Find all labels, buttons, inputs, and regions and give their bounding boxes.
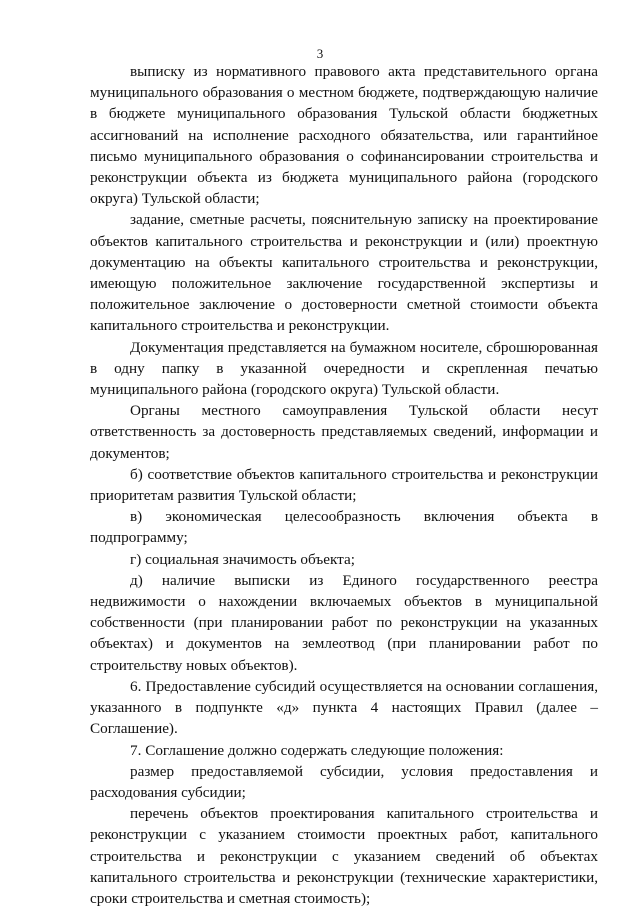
- paragraph: Органы местного самоуправления Тульской области несут ответственность за достоверность представляемых сведений, информации и документов;: [90, 402, 598, 462]
- paragraph: Документация представляется на бумажном носителе, сброшюрованная в одну папку в указанной очередности и скрепленная печатью муниципального района (городского округа) Тульской области.: [90, 338, 598, 399]
- paragraph: д) наличие выписки из Единого государственного реестра недвижимости о нахождении включаемых объектов в муниципальной собственности (при планировании работ по реконструкции на указанных объектах) и документов на землеотвод (при планировании работ по строительству новых объектов).: [90, 571, 598, 674]
- paragraph: 6. Предоставление субсидий осуществляется на основании соглашения, указанного в подпункте «д» пункта 4 настоящих Правил (далее – Соглашение).: [90, 677, 598, 738]
- paragraph: б) соответствие объектов капитального строительства и реконструкции приоритетам развития Тульской области;: [90, 465, 598, 505]
- document-body: [90, 61, 598, 909]
- paragraph: перечень объектов проектирования капитального строительства и реконструкции с указанием стоимости проектных работ, капитального строительства и реконструкции с указанием сведений об объектах капитального строительства и реконструкции (технические характеристики, сроки строительства и сметная стоимость);: [90, 805, 598, 907]
- paragraph: 7. Соглашение должно содержать следующие положения:: [130, 741, 504, 759]
- paragraph: размер предоставляемой субсидии, условия предоставления и расходования субсидии;: [90, 762, 598, 801]
- paragraph: в) экономическая целесообразность включения объекта в подпрограмму;: [90, 508, 598, 547]
- paragraph: выписку из нормативного правового акта представительного органа муниципального образования о местном бюджете, подтверждающую наличие в бюджете муниципального образования Тульской области бюджетных ассигнований на исполнение расходного обязательства, или гарантийное письмо муниципального образования о софинансировании строительства и реконструкции объекта из бюджета муниципального района (городского округа) Тульской области;: [90, 63, 598, 208]
- paragraph: г) социальная значимость объекта;: [130, 550, 355, 568]
- page-number: 3: [316, 46, 324, 61]
- paragraph: задание, сметные расчеты, пояснительную записку на проектирование объектов капитального строительства и реконструкции и (или) проектную документацию на объекты капитального строительства и реконструкции, имеющую положительное заключение государственной экспертизы и положительное заключение о достоверности сметной стоимости объекта капитального строительства и реконструкции.: [90, 211, 598, 335]
